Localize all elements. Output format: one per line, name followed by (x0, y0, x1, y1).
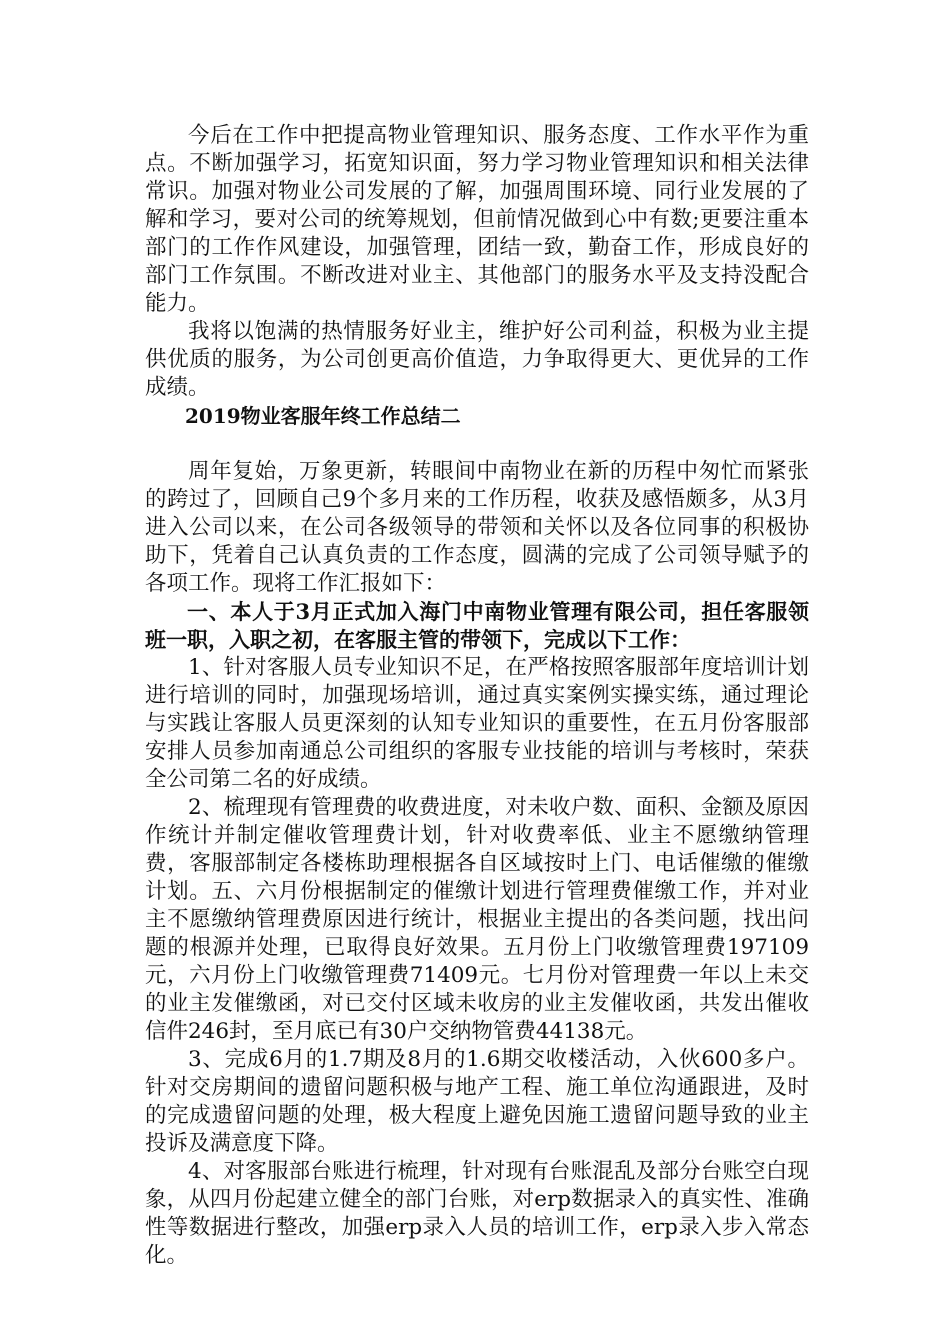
list-item-handover: 3、完成6月的1.7期及8月的1.6期交收楼活动，入伙600多户。针对交房期间的遗留问题积极与地产工程、施工单位沟通跟进，及时的完成遗留问题的处理，极大程度上避免因施工遗留问题导致的业主投诉及满意度下降。 (145, 1047, 809, 1156)
list-item-training: 1、针对客服人员专业知识不足，在严格按照客服部年度培训计划进行培训的同时，加强现场培训，通过真实案例实操实练，通过理论与实践让客服人员更深刻的认知专业知识的重要性，在五月份客服部安排人员参加南通总公司组织的客服专业技能的培训与考核时，荣获全公司第二名的好成绩。 (145, 655, 809, 792)
paragraph-commitment: 我将以饱满的热情服务好业主，维护好公司利益，积极为业主提供优质的服务，为公司创更高价值造，力争取得更大、更优异的工作成绩。 (145, 319, 809, 400)
document-page (145, 122, 809, 1270)
list-item-ledger: 4、对客服部台账进行梳理，针对现有台账混乱及部分台账空白现象，从四月份起建立健全的部门台账，对erp数据录入的真实性、准确性等数据进行整改，加强erp录入人员的培训工作，erp录入步入常态化。 (145, 1159, 809, 1268)
list-item-fee-collection: 2、梳理现有管理费的收费进度，对未收户数、面积、金额及原因作统计并制定催收管理费计划，针对收费率低、业主不愿缴纳管理费，客服部制定各楼栋助理根据各自区域按时上门、电话催缴的催缴计划。五、六月份根据制定的催缴计划进行管理费催缴工作，并对业主不愿缴纳管理费原因进行统计，根据业主提出的各类问题，找出问题的根源并处理，已取得良好效果。五月份上门收缴管理费197109元，六月份上门收缴管理费71409元。七月份对管理费一年以上未交的业主发催缴函，对已交付区域未收房的业主发催收函，共发出催收信件246封，至月底已有30户交纳物管费44138元。 (145, 795, 809, 1044)
paragraph-intro: 周年复始，万象更新，转眼间中南物业在新的历程中匆忙而紧张的跨过了，回顾自己9个多月来的工作历程，收获及感悟颇多，从3月进入公司以来，在公司各级领导的带领和关怀以及各位同事的积极协助下，凭着自己认真负责的工作态度，圆满的完成了公司领导赋予的各项工作。现将工作汇报如下： (145, 459, 809, 596)
paragraph-improvement-plan: 今后在工作中把提高物业管理知识、服务态度、工作水平作为重点。不断加强学习，拓宽知识面，努力学习物业管理知识和相关法律常识。加强对物业公司发展的了解，加强周围环境、同行业发展的了解和学习，要对公司的统筹规划，但前情况做到心中有数;更要注重本部门的工作作风建设，加强管理，团结一致，勤奋工作，形成良好的部门工作氛围。不断改进对业主、其他部门的服务水平及支持没配合能力。 (145, 123, 809, 316)
section-heading: 2019物业客服年终工作总结二 (185, 404, 461, 428)
section-title: 一、本人于3月正式加入海门中南物业管理有限公司，担任客服领班一职，入职之初，在客服主管的带领下，完成以下工作： (145, 599, 809, 652)
